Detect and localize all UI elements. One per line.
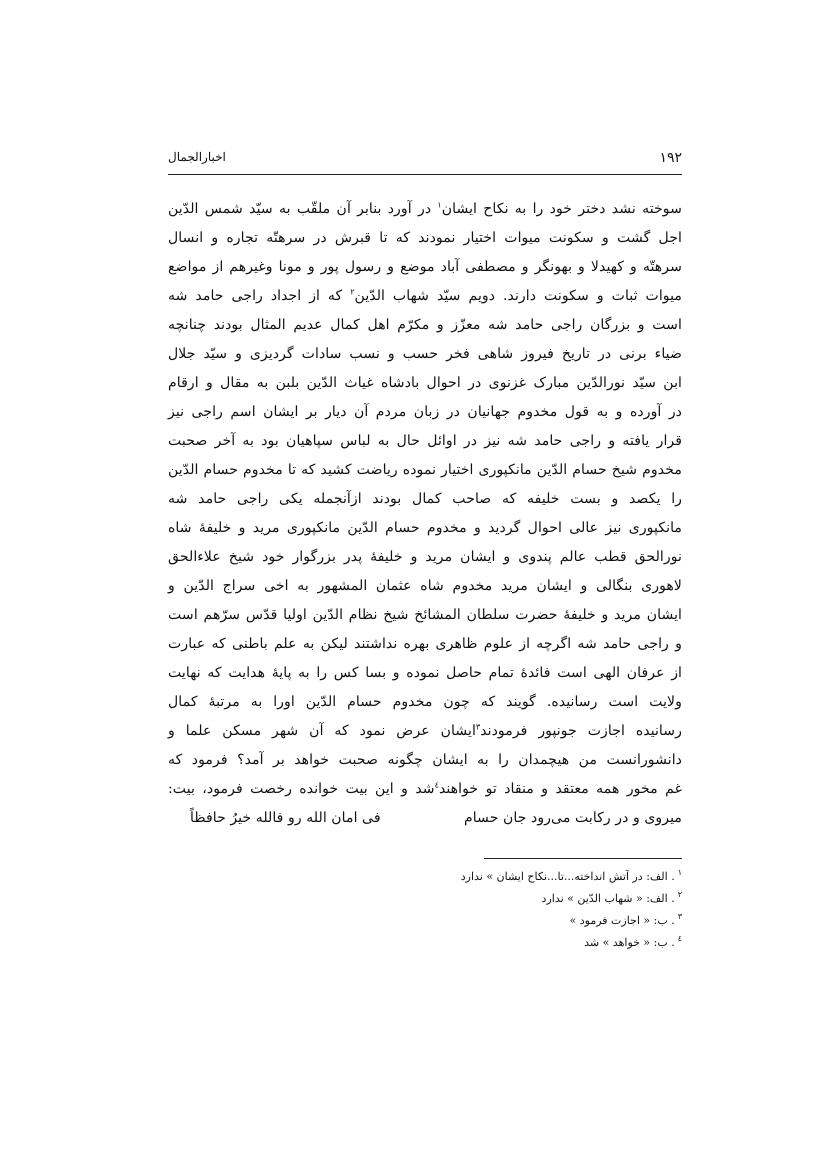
running-title: اخبارالجمال	[168, 150, 226, 164]
page-header	[168, 150, 682, 174]
text-line-17: از عرفان الهی است فائدهٔ تمام حاصل نموده و بسا کس را به پایهٔ هدایت که نهایت	[168, 665, 682, 681]
verse-first-hemistich: میروی و در رکابت می‌رود جان حسام	[463, 810, 682, 826]
footnote-3	[400, 910, 682, 932]
text-line-6: ضیاء برنی در تاریخ فیروز شاهی فخر حسب و نسب سادات گردیزی و سیّد جلال	[168, 346, 682, 362]
footnote-text: . ب: « خواهد » شد	[584, 936, 675, 949]
text-line-5: است و بزرگان راجی حامد شه معزّز و مکرّم اهل کمال عدیم المثال بودند چنانچه	[168, 317, 682, 333]
footnote-mark: ٤	[677, 934, 682, 944]
text-line-13: نورالحق قطب عالم پندوی و ایشان مرید و خلیفهٔ پدر بزرگوار خود شیخ علاءالحق	[168, 549, 682, 565]
footnote-1	[400, 866, 682, 888]
page-number: ۱۹۲	[659, 150, 682, 166]
footnote-ref-3: ٣	[475, 722, 481, 732]
text-line-14: لاهوری بنگالی و ایشان مرید مخدوم شاه عثمان المشهور به اخی سراج الدّین و	[168, 578, 682, 594]
footnote-2	[400, 888, 682, 910]
footnote-mark: ٣	[677, 912, 682, 922]
text-line-2: اجل گشت و سکونت میوات اختیار نمودند که تا قبرش در سرهتّه تجاره و انسال	[168, 230, 682, 246]
footnote-ref-4: ٤	[434, 780, 439, 790]
text-line-7: ابن سیّد نورالدّین مبارک غزنوی در احوال بادشاه غیاث الدّین بلبن به مقال و ارقام	[168, 375, 682, 391]
footnotes	[400, 866, 682, 954]
text-line-8: در آورده و به قول مخدوم جهانیان در زبان مردم آن دیار بر ایشان اسم راجی نیز	[168, 404, 682, 420]
text-line-4: میوات ثبات و سکونت دارند. دویم سیّد شهاب الدّین$^٢$ که از اجداد راجی حامد شه	[168, 287, 682, 304]
text-line-10: مخدوم شیخ حسام الدّین مانکپوری اختیار نموده ریاضت کشید که تا مخدوم حسام الدّین	[168, 462, 682, 478]
text-line-18: ولایت است رسانیده. گویند که چون مخدوم حسام الدّین اورا به مرتبهٔ کمال	[168, 694, 682, 710]
text-line-21: غم مخور همه معتقد و منقاد تو خواهند$^٤$شد و این بیت خوانده رخصت فرمود، بیت:	[168, 780, 682, 797]
text-line-3: سرهتّه و کهیدلا و بهونگر و مصطفی آباد موضع و رسول پور و مونا وغیرهم از مواضع	[168, 259, 682, 275]
footnote-mark: ١	[677, 868, 682, 878]
body-text	[168, 195, 682, 833]
footnote-rule	[484, 858, 682, 859]
text-line-1: سوخته نشد دختر خود را به نکاح ایشان$^١$ در آورد بنابر آن ملقّب به سیّد شمس الدّین	[168, 200, 682, 217]
footnote-text: . الف: « شهاب الدّین » ندارد	[541, 892, 675, 905]
text-line-11: را یکصد و بست خلیفه که صاحب کمال بودند ازآنجمله یکی راجی حامد شه	[168, 491, 682, 507]
text-line-19: رسانیده اجازت جونپور فرمودند$^٣$ایشان عرض نمود که آن شهر مسکن علما و	[168, 722, 682, 739]
footnote-ref-2: ٢	[350, 287, 355, 297]
footnote-4	[400, 932, 682, 954]
verse-line	[168, 804, 682, 833]
text-line-20: دانشورانست من هیچمدان را به ایشان چگونه صحبت خواهد بر آمد؟ فرمود که	[168, 752, 682, 768]
text-line-16: و راجی حامد شه اگرچه از علوم ظاهری بهره نداشتند لیکن به علم باطنی که عبارت	[168, 636, 682, 652]
header-rule	[168, 174, 682, 175]
footnote-mark: ٢	[677, 890, 682, 900]
footnote-ref-1: ١	[437, 200, 442, 210]
text-line-9: قرار یافته و راجی حامد شه نیز در اوائل حال به لباس سپاهیان بود به آخر صحبت	[168, 433, 682, 449]
text-line-12: مانکپوری نیز عالی احوال گردید و مخدوم حسام الدّین مانکپوری مرید و خلیفهٔ شاه	[168, 520, 682, 536]
text-line-15: ایشان مرید و خلیفهٔ حضرت سلطان المشائخ شیخ نظام الدّین اولیا قدّس سرّهم است	[168, 607, 682, 623]
footnote-text: . ب: « اجازت فرمود »	[569, 914, 675, 927]
footnote-text: . الف: در آتش انداخته...تا...نکاح ایشان » ندارد	[460, 870, 675, 883]
verse-second-hemistich: فی امان الله رو فالله خیرُ حافظاً	[190, 810, 381, 826]
